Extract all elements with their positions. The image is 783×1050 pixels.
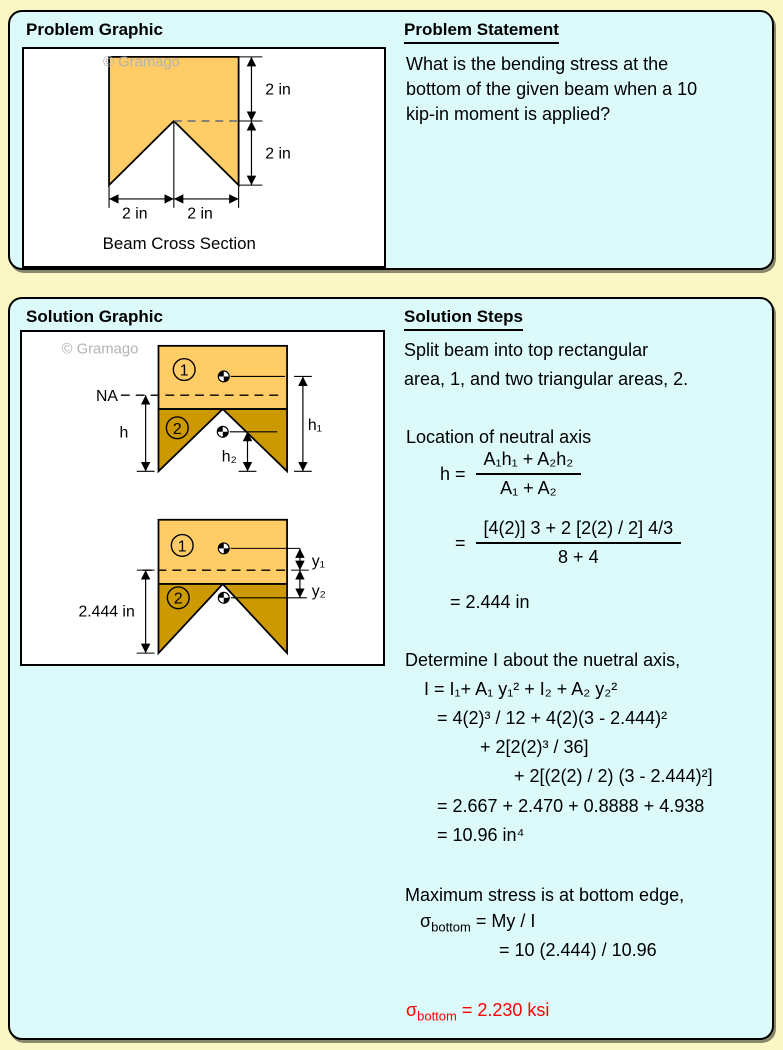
max-stress-heading: Maximum stress is at bottom edge, (405, 885, 685, 905)
beam-cross-section-figure (24, 49, 384, 266)
sigma-rhs: = My / I (470, 911, 536, 931)
eq-inertia-line: = 10.96 in⁴ (437, 825, 525, 845)
problem-statement-line: kip-in moment is applied? (406, 104, 611, 124)
eq-inertia-line: + 2[2(2)³ / 36] (480, 737, 589, 757)
dim-label-right-bottom: 2 in (265, 145, 291, 163)
solution-steps-column (404, 299, 776, 1038)
na-distance-label: 2.444 in (78, 603, 135, 621)
eq-neutral-axis-numbers (455, 518, 681, 568)
problem-statement-column (404, 12, 776, 268)
area-2-left-shape (158, 409, 222, 471)
dim-label-bottom-left: 2 in (122, 205, 148, 223)
eq-inertia-line: + 2[(2(2) / 2) (3 - 2.444)²] (514, 766, 713, 786)
eq-neutral-axis-formula (440, 449, 581, 499)
area-1-number: 1 (179, 362, 189, 380)
solution-graphic-title: Solution Graphic (26, 307, 163, 326)
y2-label: y₂ (311, 582, 326, 600)
h2-label: h₂ (221, 448, 237, 466)
steps-intro-line: area, 1, and two triangular areas, 2. (404, 369, 689, 389)
neutral-axis-heading: Location of neutral axis (406, 427, 592, 447)
solution-figure-box (20, 330, 385, 666)
fraction (476, 518, 682, 568)
area-2-number: 2 (172, 420, 182, 438)
dim-label-bottom-right: 2 in (187, 205, 213, 223)
eq-inertia-line: I = I₁+ A₁ y₁² + I₂ + A₂ y₂² (424, 679, 618, 699)
fraction-denominator: 8 + 4 (558, 547, 599, 567)
fraction-numerator: [4(2)] 3 + 2 [2(2) / 2] 4/3 (476, 518, 682, 544)
watermark: © Gramago (103, 54, 180, 71)
steps-intro-line: Split beam into top rectangular (404, 340, 649, 360)
solution-steps-title: Solution Steps (404, 307, 523, 331)
dim-label-right-top: 2 in (265, 81, 291, 99)
problem-figure-box (22, 47, 386, 268)
figure-caption: Beam Cross Section (102, 234, 256, 254)
solution-figure (22, 332, 383, 664)
sigma-subscript: bottom (417, 1008, 457, 1024)
eq-inertia-line: = 2.667 + 2.470 + 0.8888 + 4.938 (437, 796, 705, 816)
problem-statement-title: Problem Statement (404, 20, 559, 44)
problem-panel (8, 10, 774, 270)
eq-lhs: = (455, 532, 466, 553)
area-2-right-shape (223, 584, 287, 653)
sigma-subscript: bottom (431, 919, 471, 935)
result-value: = 2.230 ksi (456, 1000, 550, 1020)
h-label: h (119, 424, 129, 442)
eq-h-result: = 2.444 in (450, 592, 530, 612)
eq-sigma-definition (420, 911, 535, 935)
solution-panel (8, 297, 774, 1040)
fraction (476, 449, 582, 499)
area-2-number: 2 (173, 590, 183, 608)
area-2-centroid-icon (217, 426, 228, 437)
eq-inertia-line: = 4(2)³ / 12 + 4(2)(3 - 2.444)² (437, 708, 668, 728)
watermark: © Gramago (61, 341, 139, 358)
h1-label: h₁ (307, 416, 322, 434)
area-1-centroid-icon (218, 371, 229, 382)
problem-statement-line: bottom of the given beam when a 10 (406, 79, 698, 99)
y1-label: y₁ (311, 553, 326, 571)
sigma-symbol: σ (406, 1000, 418, 1020)
na-label: NA (95, 388, 118, 406)
area-1-centroid-icon (218, 543, 229, 554)
area-2-centroid-icon (218, 592, 229, 603)
area-1-number: 1 (177, 538, 187, 556)
fraction-numerator: A₁h₁ + A₂h₂ (476, 449, 582, 475)
eq-sigma-numbers: = 10 (2.444) / 10.96 (499, 940, 657, 960)
inertia-heading: Determine I about the nuetral axis, (405, 650, 681, 670)
problem-statement-line: What is the bending stress at the (406, 54, 669, 74)
eq-lhs: h = (440, 463, 466, 484)
final-result (406, 1000, 549, 1024)
fraction-denominator: A₁ + A₂ (500, 478, 557, 498)
problem-graphic-title: Problem Graphic (26, 20, 163, 39)
sigma-symbol: σ (420, 911, 432, 931)
